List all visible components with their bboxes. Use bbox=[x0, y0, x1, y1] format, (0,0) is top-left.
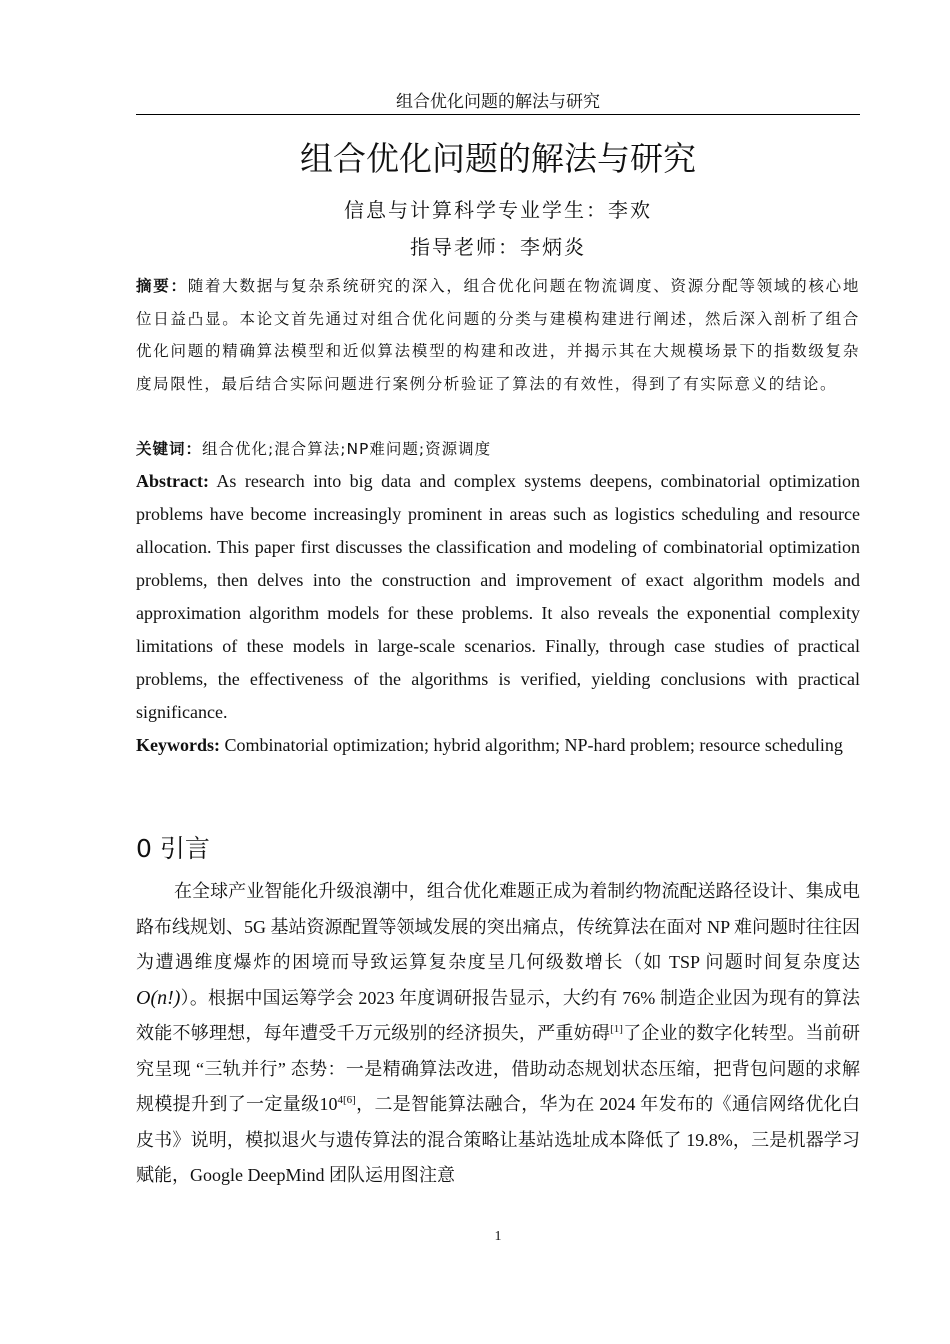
abstract-cn-label: 摘要： bbox=[136, 277, 188, 295]
author-line: 信息与计算科学专业学生：李欢 bbox=[344, 198, 652, 222]
abstract-en-text: As research into big data and complex systems deepens, combinatorial optimization problems have become increasingly prominent in areas such as logistics scheduling and resource allocation. This paper first discusses the classification and modeling of combinatorial optimization problems, then delves into the construction and improvement of exact algorithm models and approximation algorithm models for these problems. It also reveals the exponential complexity limitations of these models in large-scale scenarios. Finally, through case studies of practical problems, the effectiveness of the algorithms is verified, yielding conclusions with practical significance. bbox=[136, 471, 860, 722]
keywords-en-label: Keywords: bbox=[136, 735, 220, 755]
keywords-cn-label: 关键词： bbox=[136, 440, 203, 458]
abstract-en-label: Abstract: bbox=[136, 471, 209, 491]
running-header: 组合优化问题的解法与研究 bbox=[396, 92, 600, 111]
abstract-cn-text: 随着大数据与复杂系统研究的深入，组合优化问题在物流调度、资源分配等领域的核心地位日益凸显。本论文首先通过对组合优化问题的分类与建模构建进行阐述，然后深入剖析了组合优化问题的精确算法模型和近似算法模型的构建和改进，并揭示其在大规模场景下的指数级复杂度局限性，最后结合实际问题进行案例分析验证了算法的有效性，得到了有实际意义的结论。 bbox=[136, 277, 860, 394]
header-rule bbox=[136, 114, 860, 115]
page-number: 1 bbox=[494, 1229, 502, 1244]
intro-text-3: 了企业的数字化转型。当前研究呈现 “三轨并行” 态势：一是精确算法改进，借助动态规划状态压缩，把背包问题的求解规模提升到了一定量级 bbox=[136, 1023, 861, 1114]
power-base: 10 bbox=[319, 1094, 338, 1114]
abstract-en bbox=[136, 465, 860, 729]
keywords-cn-text: 组合优化;混合算法;NP难问题;资源调度 bbox=[202, 440, 492, 458]
intro-text-4: ，二是智能算法融合，华为在 2024 年发布的《通信网络优化白皮书》说明，模拟退火与遗传算法的混合策略让基站选址成本降低了 19.8%，三是机器学习赋能，Google DeepMind 团队运用图注意 bbox=[136, 1094, 861, 1185]
introduction-paragraph bbox=[136, 874, 860, 1194]
power-exponent: 4 bbox=[337, 1094, 343, 1106]
intro-text-2: ）。根据中国运筹学会 2023 年度调研报告显示，大约有 76% 制造企业因为现有的算法效能不够理想，每年遭受千万元级别的经济损失，严重妨碍 bbox=[136, 987, 860, 1043]
citation-1: [1] bbox=[610, 1023, 623, 1035]
keywords-en bbox=[136, 729, 860, 762]
intro-text-1: 在全球产业智能化升级浪潮中，组合优化难题正成为着制约物流配送路径设计、集成电路布线规划、5G 基站资源配置等领域发展的突出痛点，传统算法在面对 NP 难问题时往往因为遭遇维度爆炸的困境而导致运算复杂度呈几何级数增长（如 TSP 问题时间复杂度达 bbox=[136, 881, 860, 972]
citation-6: [6] bbox=[342, 1094, 356, 1106]
keywords-en-text: Combinatorial optimization; hybrid algorithm; NP-hard problem; resource scheduling bbox=[224, 735, 843, 755]
section-heading-introduction: 0 引言 bbox=[136, 834, 210, 863]
abstract-cn bbox=[136, 270, 860, 401]
advisor-line: 指导老师：李炳炎 bbox=[410, 235, 586, 259]
complexity-formula: O(n!) bbox=[136, 986, 181, 1009]
paper-title: 组合优化问题的解法与研究 bbox=[300, 139, 696, 178]
keywords-cn bbox=[136, 435, 860, 463]
